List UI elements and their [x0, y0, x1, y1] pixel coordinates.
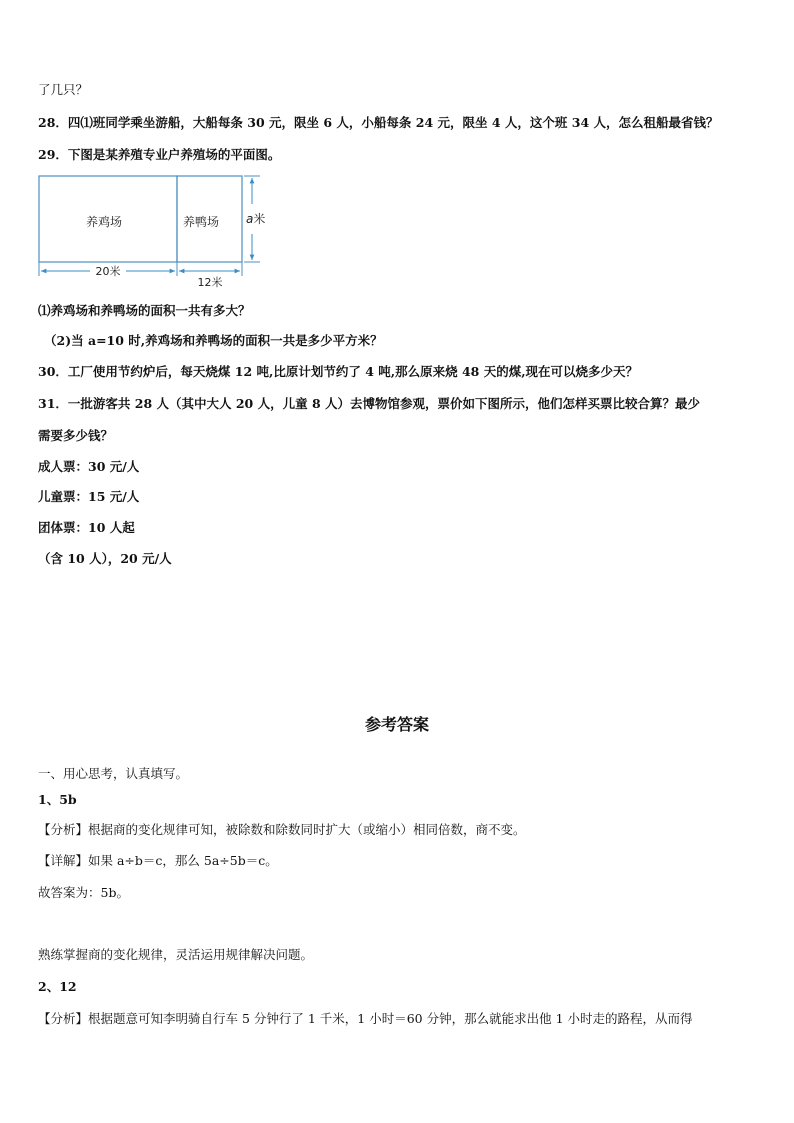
line-8: 成人票：30 元/人: [38, 459, 140, 474]
line-10: 团体票：10 人起: [38, 520, 135, 535]
line-2: 29．下图是某养殖专业户养殖场的平面图。: [38, 147, 281, 162]
line-17: 熟练掌握商的变化规律，灵活运用规律解决问题。: [38, 947, 314, 962]
height-var: a: [246, 212, 254, 226]
line-9: 儿童票：15 元/人: [38, 489, 140, 504]
chicken-farm-label: 养鸡场: [85, 215, 123, 229]
line-3: ⑴养鸡场和养鸭场的面积一共有多大？: [38, 303, 251, 318]
line-7: 需要多少钱？: [38, 428, 114, 443]
height-unit: 米: [253, 212, 266, 226]
line-6: 31．一批游客共 28 人（其中大人 20 人，儿童 8 人）去博物馆参观，票价如下图所示，他们怎样买票比较合算？最少: [38, 396, 700, 411]
line-4: （2)当 a=10 时,养鸡场和养鸭场的面积一共是多少平方米？: [44, 333, 383, 348]
height-label: [246, 211, 265, 226]
line-15: 【详解】如果 a÷b＝c，那么 5a÷5b＝c。: [38, 853, 278, 868]
width-20-label: 20米: [95, 265, 121, 278]
duck-farm-label: 养鸭场: [182, 215, 220, 229]
width-12-label: 12米: [197, 276, 223, 289]
line-1: 28．四⑴班同学乘坐游船，大船每条 30 元，限坐 6 人，小船每条 24 元，限坐 4 人，这个班 34 人，怎么租船最省钱？: [38, 115, 719, 130]
line-5: 30．工厂使用节约炉后，每天烧煤 12 吨,比原计划节约了 4 吨,那么原来烧 48 天的煤,现在可以烧多少天？: [38, 364, 639, 379]
farm-plan-diagram: [38, 172, 278, 290]
line-0: 了几只？: [38, 82, 89, 97]
line-14: 【分析】根据商的变化规律可知，被除数和除数同时扩大（或缩小）相同倍数，商不变。: [38, 822, 526, 837]
line-12: 一、用心思考，认真填写。: [38, 766, 189, 781]
line-13: 1、5b: [38, 792, 77, 807]
line-19: 【分析】根据题意可知李明骑自行车 5 分钟行了 1 千米，1 小时＝60 分钟，那么就能求出他 1 小时走的路程，从而得: [38, 1011, 693, 1026]
line-16: 故答案为：5b。: [38, 885, 129, 900]
line-18: 2、12: [38, 979, 77, 994]
answer-title: 参考答案: [364, 715, 429, 734]
line-11: （含 10 人），20 元/人: [38, 551, 172, 566]
